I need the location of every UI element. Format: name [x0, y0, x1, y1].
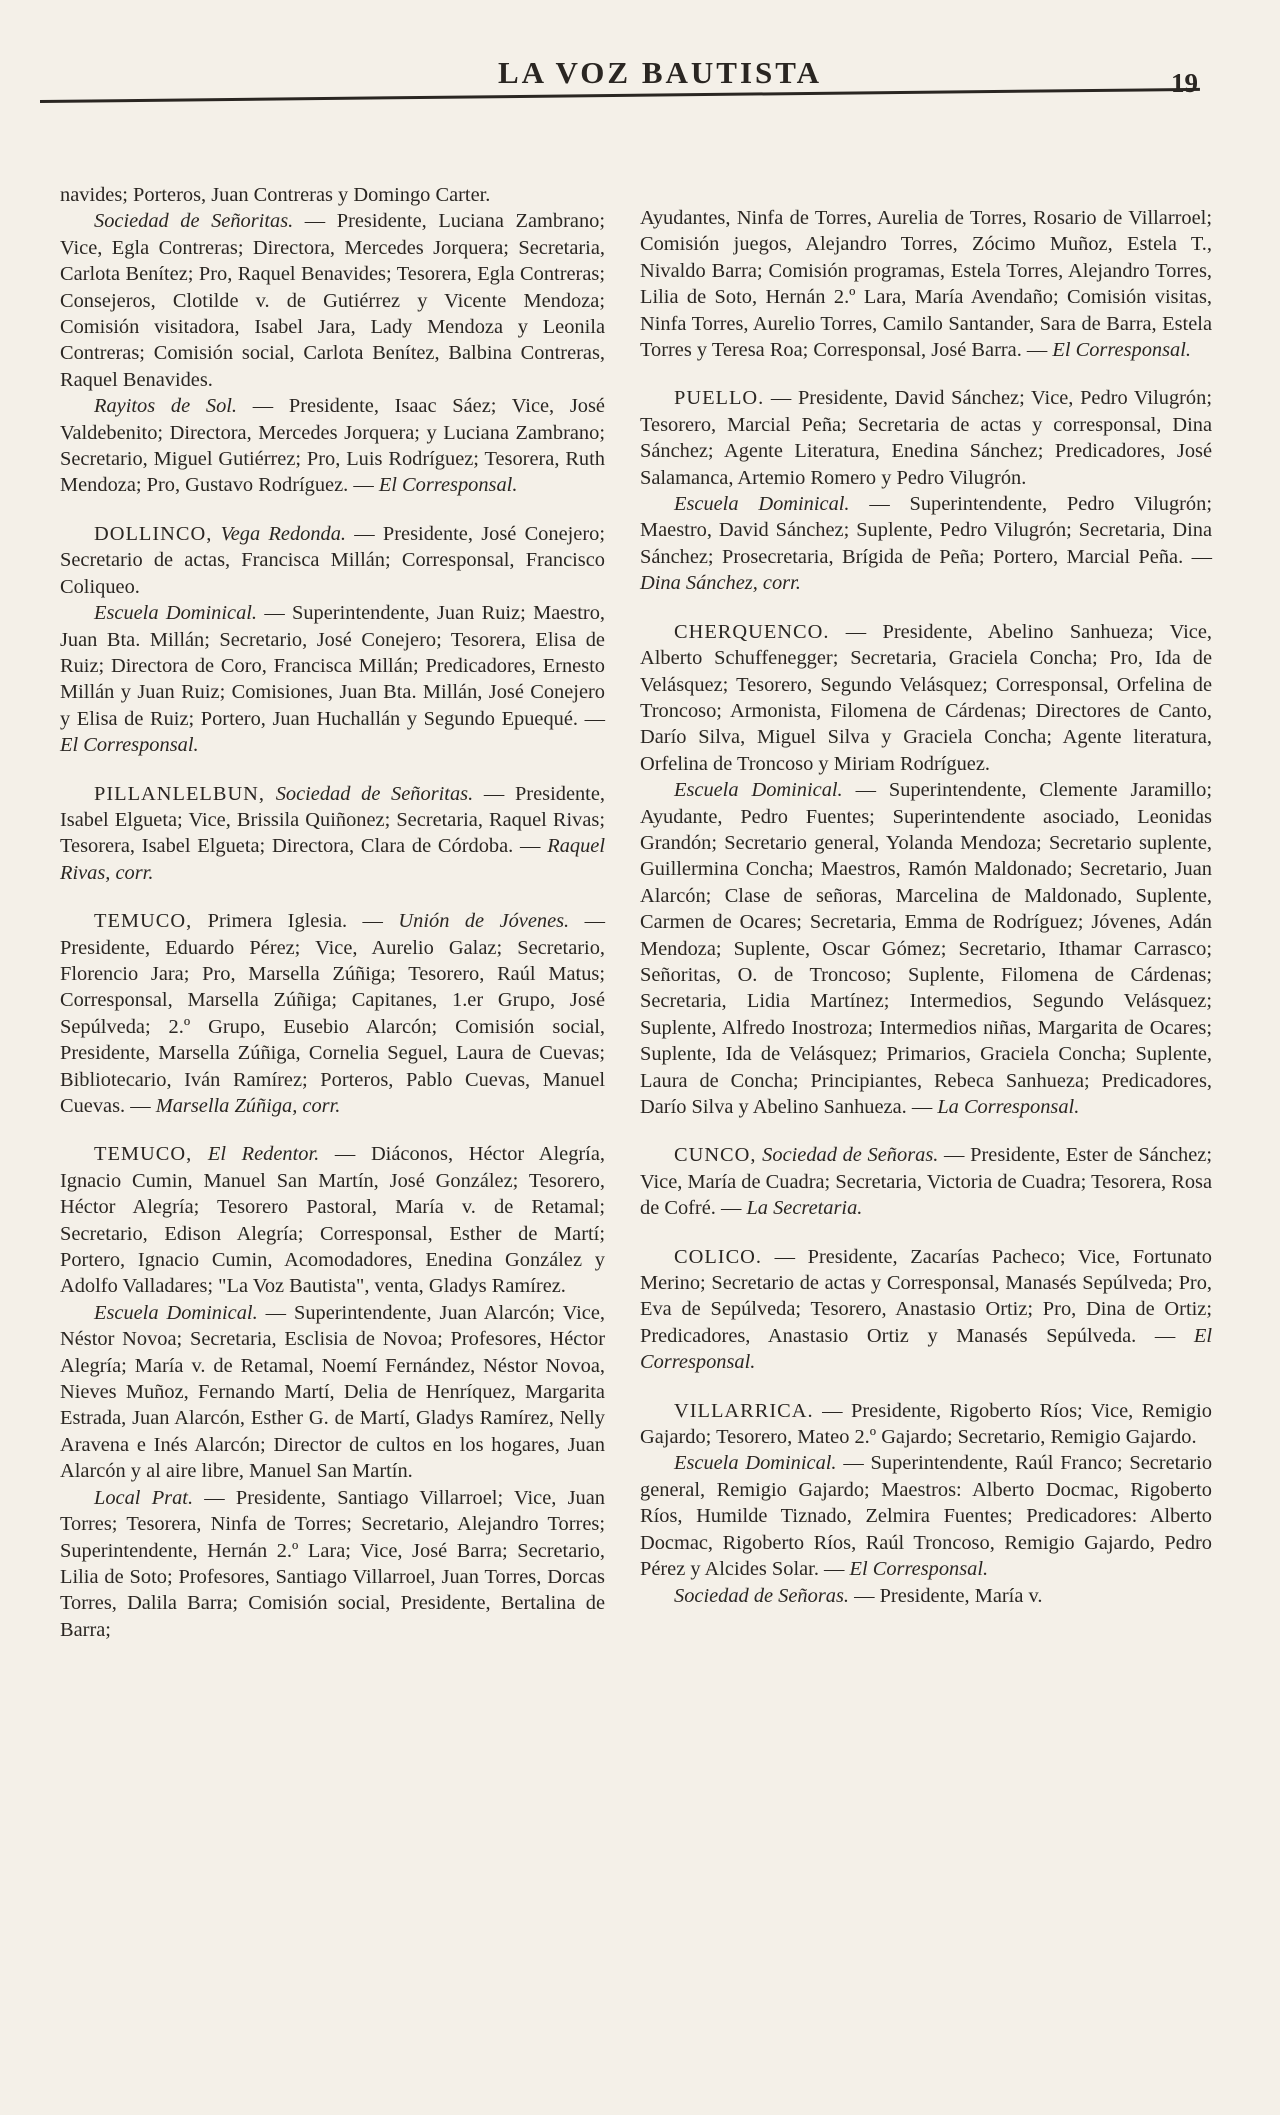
paragraph: PUELLO. — Presidente, David Sánchez; Vice, Pedro Vilugrón; Tesorero, Marcial Peña; Secretaria de actas y corresponsal, Dina Sánchez; Agente Literatura, Enedina Sánchez; Predicadores, José Salamanca, Artemio Romero y Pedro Vilugrón.: [640, 387, 1212, 489]
paragraph: Escuela Dominical. — Superintendente, Raúl Franco; Secretario general, Remigio Gajardo; Maestros: Alberto Docmac, Rigoberto Ríos, Humilde Tiznado, Zelmira Fuentes; Predicadores: Alberto Docmac, Rigoberto Ríos, Raúl Troncoso, Remigio Gajardo, Pedro Pérez y Alcides Solar. — El Corresponsal.: [640, 1452, 1213, 1581]
masthead-title: LA VOZ BAUTISTA: [497, 55, 823, 90]
right-column: [640, 205, 1212, 1609]
paragraph: Ayudantes, Ninfa de Torres, Aurelia de Torres, Rosario de Villarroel; Comisión juegos, Alejandro Torres, Zócimo Muñoz, Estela T., Nivaldo Barra; Comisión programas, Estela Torres, Alejandro Torres, Lilia de Soto, Hernán 2.º Lara, María Avendaño; Comisión visitas, Ninfa Torres, Aurelio Torres, Camilo Santander, Sara de Barra, Estela Torres y Teresa Roa; Corresponsal, José Barra. — El Corresponsal.: [640, 207, 1212, 362]
paragraph: Sociedad de Señoras. — Presidente, María v.: [674, 1584, 1043, 1607]
paragraph: CUNCO, Sociedad de Señoras. — Presidente, Ester de Sánchez; Vice, María de Cuadra; Secretaria, Victoria de Cuadra; Tesorera, Rosa de Cofré. — La Secretaria.: [640, 1144, 1212, 1220]
paragraph: Escuela Dominical. — Superintendente, Juan Ruiz; Maestro, Juan Bta. Millán; Secretario, José Conejero; Tesorera, Elisa de Ruiz; Directora de Coro, Francisca Millán; Predicadores, Ernesto Millán y Juan Ruiz; Comisiones, Juan Bta. Millán, José Conejero y Elisa de Ruiz; Portero, Juan Huchallán y Segundo Epuequé. — El Corresponsal.: [60, 602, 605, 757]
paragraph: Escuela Dominical. — Superintendente, Juan Alarcón; Vice, Néstor Novoa; Secretaria, Esclisia de Novoa; Profesores, Héctor Alegría; María v. de Retamal, Noemí Fernández, Néstor Novoa, Nieves Muñoz, Fernando Martí, Delia de Henríquez, Margarita Estrada, Juan Alarcón, Esther G. de Martí, Gladys Ramírez, Nelly Aravena e Inés Alarcón; Director de cultos en los hogares, Juan Alarcón y al aire libre, Manuel San Martín.: [60, 1301, 606, 1483]
paragraph: TEMUCO, Primera Iglesia. — Unión de Jóvenes. — Presidente, Eduardo Pérez; Vice, Aurelio Galaz; Secretario, Florencio Jara; Pro, Marsella Zúñiga; Tesorero, Raúl Matus; Corresponsal, Marsella Zúñiga; Capitanes, 1.er Grupo, José Sepúlveda; 2.º Grupo, Eusebio Alarcón; Comisión social, Presidente, Marsella Zúñiga, Cornelia Seguel, Laura de Cuevas; Bibliotecario, Iván Ramírez; Porteros, Pablo Cuevas, Manuel Cuevas. — Marsella Zúñiga, corr.: [60, 910, 605, 1117]
paragraph: Local Prat. — Presidente, Santiago Villarroel; Vice, Juan Torres; Tesorera, Ninfa de Torres; Secretario, Alejandro Torres; Superintendente, Hernán 2.º Lara; Vice, José Barra; Secretario, Lilia de Soto; Profesores, Santiago Villarroel, Juan Torres, Dorcas Torres, Dalila Barra; Comisión social, Presidente, Bertalina de Barra;: [60, 1486, 605, 1641]
paragraph: Escuela Dominical. — Superintendente, Pedro Vilugrón; Maestro, David Sánchez; Suplente, Pedro Vilugrón; Secretaria, Dina Sánchez; Prosecretaria, Brígida de Peña; Portero, Marcial Peña. — Dina Sánchez, corr.: [640, 493, 1212, 595]
paragraph: PILLANLELBUN, Sociedad de Señoritas. — Presidente, Isabel Elgueta; Vice, Brissila Quiñonez; Secretaria, Raquel Rivas; Tesorera, Isabel Elgueta; Directora, Clara de Córdoba. — Raquel Rivas, corr.: [60, 782, 605, 884]
page-number: 19: [1171, 68, 1198, 98]
paragraph: CHERQUENCO. — Presidente, Abelino Sanhueza; Vice, Alberto Schuffenegger; Secretaria, Graciela Concha; Pro, Ida de Velásquez; Tesorero, Segundo Velásquez; Corresponsal, Orfelina de Troncoso; Armonista, Filomena de Cárdenas; Directores de Canto, Darío Silva, Miguel Silva y Graciela Concha; Agente literatura, Orfelina de Troncoso y Miriam Rodríguez.: [640, 620, 1212, 775]
paragraph: Escuela Dominical. — Superintendente, Clemente Jaramillo; Ayudante, Pedro Fuentes; Superintendente asociado, Leonidas Grandón; Secretario general, Yolanda Mendoza; Secretario suplente, Guillermina Concha; Maestros, Ramón Maldonado; Secretario, Juan Alarcón; Clase de señoras, Marcelina de Maldonado, Suplente, Carmen de Ocares; Secretaria, Emma de Rodríguez; Jóvenes, Adán Mendoza; Suplente, Oscar Gómez; Secretario, Ithamar Carrasco; Señoritas, O. de Troncoso; Suplente, Filomena de Cárdenas; Secretaria, Lidia Martínez; Intermedios, Segundo Velásquez; Suplente, Alfredo Inostroza; Intermedios niñas, Margarita de Ocares; Suplente, Ida de Velásquez; Primarios, Graciela Concha; Suplente, Laura de Concha; Principiantes, Rebeca Sanhueza; Predicadores, Darío Silva y Abelino Sanhueza. — La Corresponsal.: [640, 779, 1213, 1118]
paragraph: TEMUCO, El Redentor. — Diáconos, Héctor Alegría, Ignacio Cumin, Manuel San Martín, José González; Tesorero, Héctor Alegría; Tesorero Pastoral, María v. de Retamal; Secretario, Edison Alegría; Corresponsal, Esther de Martí; Portero, Ignacio Cumin, Acomodadores, Enedina González y Adolfo Valladares; "La Voz Bautista", venta, Gladys Ramírez.: [60, 1143, 605, 1298]
paragraph: Rayitos de Sol. — Presidente, Isaac Sáez; Vice, José Valdebenito; Directora, Mercedes Jorquera; y Luciana Zambrano; Secretario, Miguel Gutiérrez; Pro, Luis Rodríguez; Tesorera, Ruth Mendoza; Pro, Gustavo Rodríguez. — El Corresponsal.: [60, 395, 605, 497]
paragraph: COLICO. — Presidente, Zacarías Pacheco; Vice, Fortunato Merino; Secretario de actas y Corresponsal, Manasés Sepúlveda; Pro, Eva de Sepúlveda; Tesorero, Anastasio Ortiz; Pro, Dina de Ortiz; Predicadores, Anastasio Ortiz y Manasés Sepúlveda. — El Corresponsal.: [640, 1245, 1212, 1374]
paragraph: VILLARRICA. — Presidente, Rigoberto Ríos; Vice, Remigio Gajardo; Tesorero, Mateo 2.º Gajardo; Secretario, Remigio Gajardo.: [640, 1399, 1212, 1449]
paragraph: Sociedad de Señoritas. — Presidente, Luciana Zambrano; Vice, Egla Contreras; Directora, Mercedes Jorquera; Secretaria, Carlota Benítez; Pro, Raquel Benavides; Tesorera, Egla Contreras; Consejeros, Clotilde v. de Gutiérrez y Vicente Mendoza; Comisión visitadora, Isabel Jara, Lady Mendoza y Leonila Contreras; Comisión social, Carlota Benítez, Balbina Contreras, Raquel Benavides.: [60, 210, 605, 391]
left-column: [60, 182, 605, 1643]
paragraph: navides; Porteros, Juan Contreras y Domingo Carter.: [60, 184, 491, 206]
paragraph: DOLLINCO, Vega Redonda. — Presidente, José Conejero; Secretario de actas, Francisca Millán; Corresponsal, Francisco Coliqueo.: [60, 522, 605, 598]
